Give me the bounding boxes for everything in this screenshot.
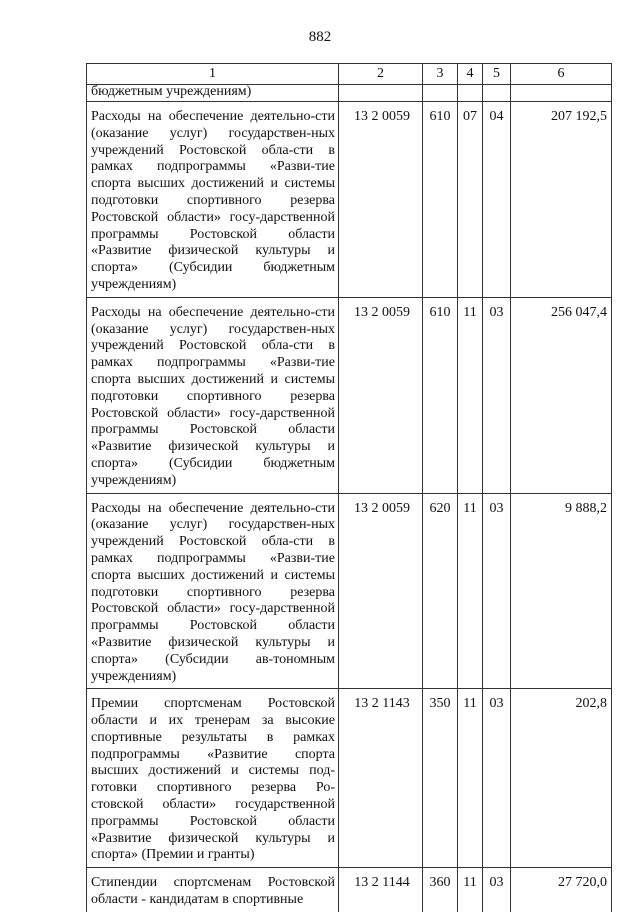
row-col4: 11	[458, 868, 483, 912]
row-description: Расходы на обеспечение деятельно-сти (оказание услуг) государствен-ных учреждений Ростовской обла-сти в рамках подпрограммы «Разви-тие спорта высших достижений и системы подготовки спортивного резерва Ростовской области» госу-дарственной программы Ростовской области «Развитие физической культуры и спорта» (Субсидии ав-тономным учреждениям)	[87, 493, 339, 689]
row-code: 13 2 1143	[339, 689, 423, 868]
header-cell-1: 1	[87, 64, 339, 85]
row-code: 13 2 1144	[339, 868, 423, 912]
row-col5: 03	[483, 868, 511, 912]
table-row	[87, 297, 612, 493]
page-number: 882	[308, 29, 332, 45]
row-description: Расходы на обеспечение деятельно-сти (оказание услуг) государствен-ных учреждений Ростовской обла-сти в рамках подпрограммы «Разви-тие спорта высших достижений и системы подготовки спортивного резерва Ростовской области» госу-дарственной программы Ростовской области «Развитие физической культуры и спорта» (Субсидии бюджетным учреждениям)	[87, 297, 339, 493]
row-code: 13 2 0059	[339, 493, 423, 689]
row-description: Стипендии спортсменам Ростовской области - кандидатам в спортивные	[87, 868, 339, 912]
continuation-row	[87, 85, 612, 102]
row-code: 13 2 0059	[339, 297, 423, 493]
row-amount: 202,8	[511, 689, 612, 868]
row-col5: 03	[483, 297, 511, 493]
table-row	[87, 689, 612, 868]
table-row	[87, 868, 612, 912]
row-col5: 03	[483, 493, 511, 689]
row-amount: 256 047,4	[511, 297, 612, 493]
row-amount: 9 888,2	[511, 493, 612, 689]
row-col5: 03	[483, 689, 511, 868]
row-col3: 350	[423, 689, 458, 868]
header-cell-3: 3	[423, 64, 458, 85]
row-col3: 610	[423, 102, 458, 298]
row-code: 13 2 0059	[339, 102, 423, 298]
row-amount: 27 720,0	[511, 868, 612, 912]
row-col3: 360	[423, 868, 458, 912]
table-row	[87, 493, 612, 689]
budget-table	[86, 63, 612, 912]
header-row	[87, 64, 612, 85]
row-col4: 07	[458, 102, 483, 298]
row-col3: 620	[423, 493, 458, 689]
continuation-text: бюджетным учреждениям)	[87, 85, 339, 102]
header-cell-2: 2	[339, 64, 423, 85]
row-col5: 04	[483, 102, 511, 298]
row-description: Расходы на обеспечение деятельно-сти (оказание услуг) государствен-ных учреждений Ростовской обла-сти в рамках подпрограммы «Разви-тие спорта высших достижений и системы подготовки спортивного резерва Ростовской области» госу-дарственной программы Ростовской области «Развитие физической культуры и спорта» (Субсидии бюджетным учреждениям)	[87, 102, 339, 298]
row-col4: 11	[458, 689, 483, 868]
row-col3: 610	[423, 297, 458, 493]
header-cell-6: 6	[511, 64, 612, 85]
row-col4: 11	[458, 493, 483, 689]
table-row	[87, 102, 612, 298]
header-cell-5: 5	[483, 64, 511, 85]
row-description: Премии спортсменам Ростовской области и их тренерам за высокие спортивные результаты в рамках подпрограммы «Развитие спорта высших достижений и системы под-готовки спортивного резерва Ро-стовской области» государственной программы Ростовской области «Развитие физической культуры и спорта» (Премии и гранты)	[87, 689, 339, 868]
row-col4: 11	[458, 297, 483, 493]
row-amount: 207 192,5	[511, 102, 612, 298]
header-cell-4: 4	[458, 64, 483, 85]
